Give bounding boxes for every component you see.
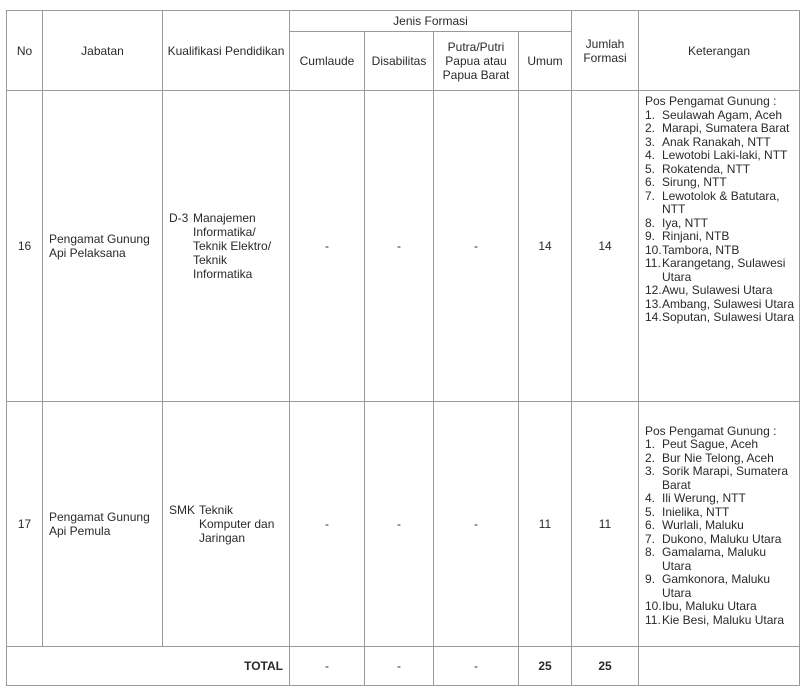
list-number: 10.: [645, 599, 662, 614]
list-item: [645, 149, 795, 163]
list-item: [645, 109, 795, 123]
row-kualifikasi: [163, 91, 290, 402]
list-text: Ili Werung, NTT: [662, 491, 746, 506]
list-item: [645, 465, 795, 492]
col-umum-header: Umum: [519, 32, 572, 91]
list-number: 1.: [645, 437, 656, 452]
total-putra-putri: -: [434, 647, 519, 686]
kualifikasi-line: Jaringan: [199, 531, 246, 545]
row-no: 17: [7, 402, 43, 647]
list-number: 2.: [645, 450, 656, 465]
list-text: Sirung, NTT: [662, 175, 727, 189]
list-number: 1.: [645, 107, 656, 122]
list-item: [645, 614, 795, 628]
list-item: [645, 217, 795, 231]
list-number: 3.: [645, 464, 656, 479]
list-number: 14.: [645, 310, 662, 324]
list-item: [645, 230, 795, 244]
list-number: 7.: [645, 531, 656, 546]
list-item: [645, 190, 795, 217]
col-putra-putri-header: Putra/Putri Papua atau Papua Barat: [434, 32, 519, 91]
list-text: Ibu, Maluku Utara: [662, 599, 757, 614]
list-number: 9.: [645, 229, 656, 243]
list-item: [645, 176, 795, 190]
list-number: 2.: [645, 121, 656, 135]
keterangan-title: Pos Pengamat Gunung :: [645, 94, 777, 108]
formasi-table: [6, 10, 800, 686]
list-text: Seulawah Agam, Aceh: [662, 107, 783, 122]
pos-list: [645, 438, 795, 627]
row-jabatan: Pengamat Gunung Api Pelaksana: [43, 91, 163, 402]
kualifikasi-line: Informatika/: [193, 225, 256, 239]
kualifikasi-line: Informatika: [193, 267, 253, 281]
list-number: 5.: [645, 504, 656, 519]
pos-list: [645, 109, 795, 325]
list-text: Iya, NTT: [662, 215, 709, 230]
row-kualifikasi: [163, 402, 290, 647]
table-row: [7, 91, 800, 402]
list-number: 3.: [645, 134, 656, 149]
row-disabilitas: -: [365, 91, 434, 402]
kualifikasi-line: Teknik: [193, 253, 228, 267]
kualifikasi-line: Komputer dan: [199, 517, 275, 531]
list-text: Dukono, Maluku Utara: [662, 531, 782, 546]
keterangan-title: Pos Pengamat Gunung :: [645, 423, 777, 438]
list-text: Ambang, Sulawesi Utara: [662, 296, 795, 311]
list-text: Rinjani, NTB: [662, 229, 730, 243]
list-item: [645, 452, 795, 466]
list-text: Anak Ranakah, NTT: [662, 134, 771, 149]
list-text: Bur Nie Telong, Aceh: [662, 450, 774, 465]
col-no-header: No: [7, 11, 43, 91]
total-disabilitas: -: [365, 647, 434, 686]
col-kualifikasi-header: Kualifikasi Pendidikan: [163, 11, 290, 91]
header-row-top: [7, 11, 800, 32]
list-text: Sorik Marapi, Sumatera Barat: [662, 464, 789, 492]
list-number: 8.: [645, 215, 656, 230]
list-number: 8.: [645, 545, 656, 560]
list-item: [645, 311, 795, 325]
list-number: 4.: [645, 491, 656, 506]
list-item: [645, 163, 795, 177]
kualifikasi-prefix: SMK: [169, 503, 196, 517]
col-disabilitas-header: Disabilitas: [365, 32, 434, 91]
list-number: 12.: [645, 283, 662, 297]
list-number: 6.: [645, 175, 656, 189]
total-label: TOTAL: [7, 647, 290, 686]
row-cumlaude: -: [290, 91, 365, 402]
list-item: [645, 533, 795, 547]
list-text: Lewotobi Laki-laki, NTT: [662, 148, 788, 162]
list-item: [645, 492, 795, 506]
list-item: [645, 257, 795, 284]
list-text: Lewotolok & Batutara, NTT: [662, 188, 780, 216]
kualifikasi-prefix: D-3: [169, 211, 189, 225]
total-keterangan: [639, 647, 800, 686]
list-number: 5.: [645, 161, 656, 176]
kualifikasi-line: Manajemen: [193, 211, 256, 225]
total-row: [7, 647, 800, 686]
list-text: Marapi, Sumatera Barat: [662, 121, 790, 135]
list-number: 10.: [645, 242, 662, 257]
list-number: 7.: [645, 188, 656, 203]
row-keterangan: [639, 91, 800, 402]
list-item: [645, 244, 795, 258]
row-umum: 14: [519, 91, 572, 402]
list-item: [645, 438, 795, 452]
list-item: [645, 546, 795, 573]
kualifikasi-line: Teknik Elektro/: [193, 239, 272, 253]
list-text: Rokatenda, NTT: [662, 161, 751, 176]
list-number: 6.: [645, 518, 656, 533]
list-text: Awu, Sulawesi Utara: [662, 283, 773, 297]
row-keterangan: [639, 402, 800, 647]
total-umum: 25: [519, 647, 572, 686]
row-jumlah: 14: [572, 91, 639, 402]
row-putra-putri: -: [434, 91, 519, 402]
list-item: [645, 600, 795, 614]
list-text: Gamkonora, Maluku Utara: [662, 572, 771, 600]
col-jenis-formasi-header: Jenis Formasi: [290, 11, 572, 32]
table-row: [7, 402, 800, 647]
list-item: [645, 136, 795, 150]
row-jumlah: 11: [572, 402, 639, 647]
col-keterangan-header: Keterangan: [639, 11, 800, 91]
list-number: 11.: [645, 256, 661, 270]
row-cumlaude: -: [290, 402, 365, 647]
row-putra-putri: -: [434, 402, 519, 647]
list-item: [645, 298, 795, 312]
list-text: Kie Besi, Maluku Utara: [662, 612, 785, 627]
row-no: 16: [7, 91, 43, 402]
list-item: [645, 506, 795, 520]
list-text: Peut Sague, Aceh: [662, 437, 759, 452]
list-text: Soputan, Sulawesi Utara: [662, 310, 795, 324]
total-jumlah: 25: [572, 647, 639, 686]
col-cumlaude-header: Cumlaude: [290, 32, 365, 91]
list-number: 11.: [645, 612, 661, 627]
kualifikasi-line: Teknik: [199, 503, 234, 517]
list-item: [645, 284, 795, 298]
list-item: [645, 122, 795, 136]
list-item: [645, 573, 795, 600]
list-number: 9.: [645, 572, 656, 587]
list-text: Inielika, NTT: [662, 504, 730, 519]
list-text: Gamalama, Maluku Utara: [662, 545, 767, 573]
list-number: 4.: [645, 148, 656, 162]
row-umum: 11: [519, 402, 572, 647]
row-jabatan: Pengamat Gunung Api Pemula: [43, 402, 163, 647]
list-item: [645, 519, 795, 533]
total-cumlaude: -: [290, 647, 365, 686]
col-jabatan-header: Jabatan: [43, 11, 163, 91]
col-jumlah-header: Jumlah Formasi: [572, 11, 639, 91]
list-text: Wurlali, Maluku: [662, 518, 744, 533]
list-number: 13.: [645, 296, 662, 311]
list-text: Tambora, NTB: [662, 242, 740, 257]
row-disabilitas: -: [365, 402, 434, 647]
list-text: Karangetang, Sulawesi Utara: [662, 256, 786, 284]
